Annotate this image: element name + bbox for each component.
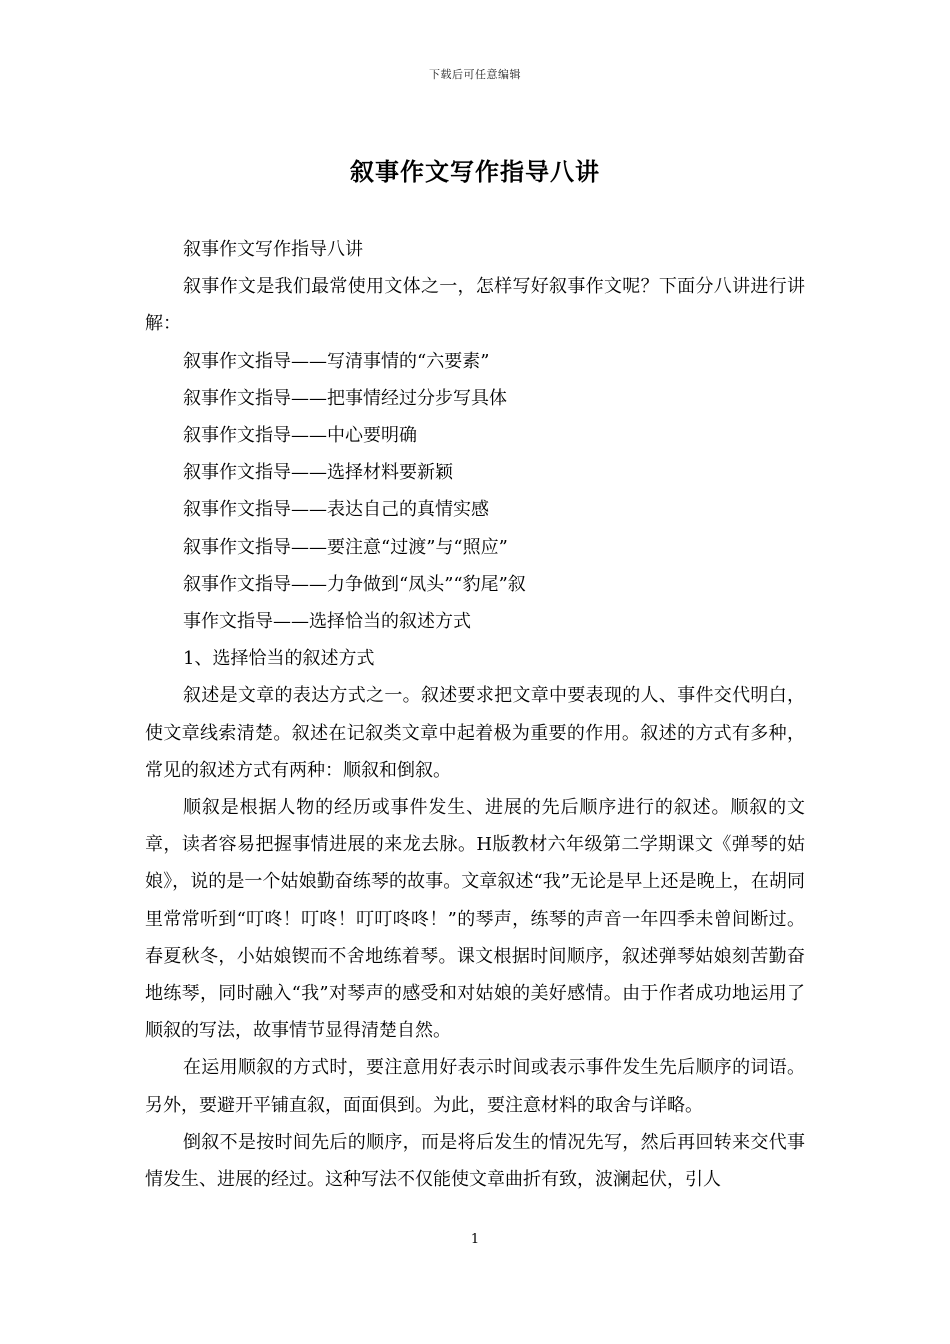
toc-item-3: 叙事作文指导——中心要明确 bbox=[183, 425, 417, 447]
paragraph-narration: 叙述是文章的表达方式之一。叙述要求把文章中要表现的人、事件交代明白，使文章线索清楚。叙述在记叙类文章中起着极为重要的作用。叙述的方式有多种，常见的叙述方式有两种：顺叙和倒叙。 bbox=[145, 685, 805, 781]
section-heading: 1、选择恰当的叙述方式 bbox=[183, 648, 375, 670]
paragraph-flashback: 倒叙不是按时间先后的顺序，而是将后发生的情况先写，然后再回转来交代事情发生、进展的经过。这种写法不仅能使文章曲折有致，波澜起伏，引人 bbox=[145, 1131, 805, 1191]
paragraph-chronological-tips: 在运用顺叙的方式时，要注意用好表示时间或表示事件发生先后顺序的词语。另外，要避开平铺直叙，面面俱到。为此，要注意材料的取舍与详略。 bbox=[145, 1057, 805, 1116]
toc-item-2: 叙事作文指导——把事情经过分步写具体 bbox=[183, 387, 507, 409]
document-body bbox=[145, 231, 805, 1198]
toc-item-8: 事作文指导——选择恰当的叙述方式 bbox=[183, 611, 471, 633]
document-title: 叙事作文写作指导八讲 bbox=[350, 157, 600, 186]
paragraph-subtitle: 叙事作文写作指导八讲 bbox=[183, 239, 363, 260]
toc-item-6: 叙事作文指导——要注意“过渡”与“照应” bbox=[183, 536, 508, 558]
page-number: 1 bbox=[470, 1232, 480, 1247]
toc-item-1: 叙事作文指导——写清事情的“六要素” bbox=[183, 350, 490, 372]
paragraph-chronological: 顺叙是根据人物的经历或事件发生、进展的先后顺序进行的叙述。顺叙的文章，读者容易把握事情进展的来龙去脉。H版教材六年级第二学期课文《弹琴的姑娘》，说的是一个姑娘勤奋练琴的故事。文章叙述“我”无论是早上还是晚上，在胡同里常常听到“叮咚！叮咚！叮叮咚咚！”的琴声，练琴的声音一年四季未曾间断过。春夏秋冬，小姑娘锲而不舍地练着琴。课文根据时间顺序，叙述弹琴姑娘刻苦勤奋地练琴，同时融入“我”对琴声的感受和对姑娘的美好感情。由于作者成功地运用了顺叙的写法，故事情节显得清楚自然。 bbox=[145, 797, 805, 1042]
toc-item-4: 叙事作文指导——选择材料要新颖 bbox=[183, 462, 453, 484]
page-header-note: 下载后可任意编辑 bbox=[429, 68, 521, 81]
toc-item-7: 叙事作文指导——力争做到“凤头”“豹尾”叙 bbox=[183, 573, 526, 595]
paragraph-intro: 叙事作文是我们最常使用文体之一，怎样写好叙事作文呢？下面分八讲进行讲解： bbox=[145, 276, 805, 335]
toc-item-5: 叙事作文指导——表达自己的真情实感 bbox=[183, 499, 489, 521]
